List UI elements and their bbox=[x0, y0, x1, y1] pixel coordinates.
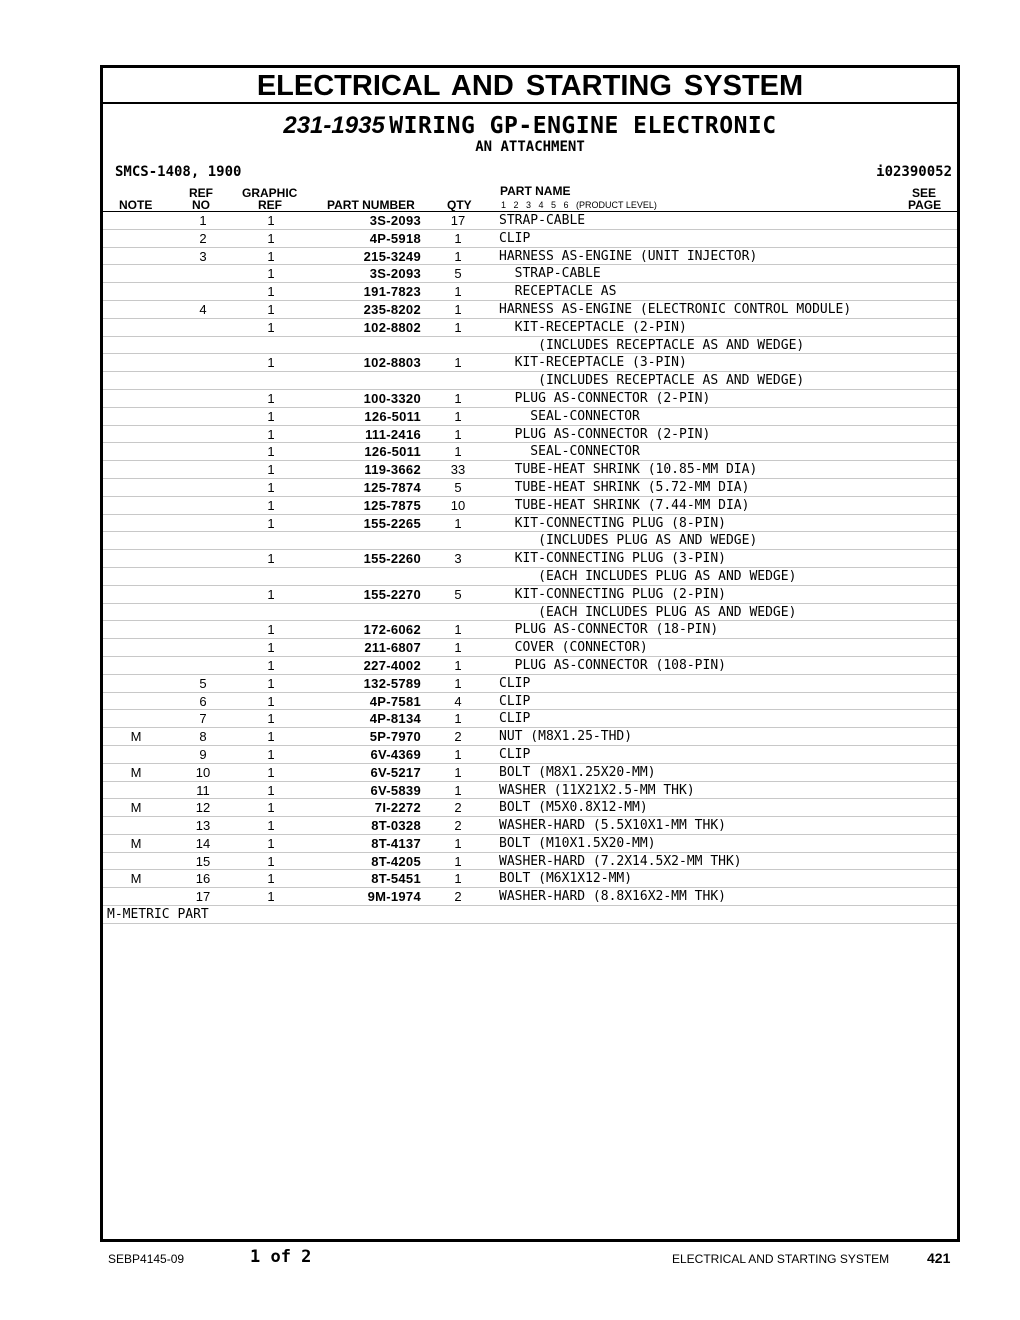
graphic-ref-cell: 1 bbox=[267, 746, 275, 762]
part-number-cell: 172-6062 bbox=[363, 622, 421, 638]
table-row bbox=[103, 728, 957, 746]
graphic-ref-cell: 1 bbox=[267, 693, 275, 709]
ref-no-cell: 11 bbox=[196, 782, 210, 798]
part-name-cell: CLIP bbox=[499, 675, 531, 691]
part-name-cell: PLUG AS-CONNECTOR (2-PIN) bbox=[499, 426, 711, 442]
page-footer bbox=[0, 1246, 1020, 1270]
graphic-ref-cell: 1 bbox=[267, 782, 275, 798]
part-name-cell: BOLT (M10X1.5X20-MM) bbox=[499, 835, 656, 851]
parts-list-frame bbox=[100, 65, 960, 1242]
part-number-cell: 125-7874 bbox=[363, 479, 421, 495]
group-name: WIRING GP-ENGINE ELECTRONIC bbox=[389, 113, 777, 139]
part-name-cell: CLIP bbox=[499, 711, 531, 727]
part-name-cell: KIT-CONNECTING PLUG (2-PIN) bbox=[499, 586, 726, 602]
table-row bbox=[103, 817, 957, 835]
table-row bbox=[103, 265, 957, 283]
qty-cell: 1 bbox=[454, 230, 462, 246]
table-row bbox=[103, 835, 957, 853]
ref-no-cell: 3 bbox=[199, 248, 207, 264]
col-qty: QTY bbox=[447, 198, 472, 212]
qty-cell: 1 bbox=[454, 782, 462, 798]
graphic-ref-cell: 1 bbox=[267, 319, 275, 335]
part-number-cell: 102-8803 bbox=[363, 355, 421, 371]
table-row bbox=[103, 408, 957, 426]
part-number-cell: 132-5789 bbox=[363, 675, 421, 691]
part-number-cell: 6V-4369 bbox=[370, 746, 421, 762]
graphic-ref-cell: 1 bbox=[267, 818, 275, 834]
part-number-cell: 111-2416 bbox=[365, 426, 421, 442]
table-row bbox=[103, 319, 957, 337]
part-name-cell: COVER (CONNECTOR) bbox=[499, 640, 648, 656]
table-row bbox=[103, 782, 957, 800]
ref-no-cell: 9 bbox=[199, 746, 207, 762]
table-row bbox=[103, 532, 957, 550]
qty-cell: 1 bbox=[454, 853, 462, 869]
illustration-id: i02390052 bbox=[876, 164, 952, 180]
part-number-cell: 5P-7970 bbox=[369, 729, 421, 745]
table-row bbox=[103, 621, 957, 639]
part-name-cell: HARNESS AS-ENGINE (UNIT INJECTOR) bbox=[499, 248, 758, 264]
ref-no-cell: 17 bbox=[195, 889, 211, 905]
table-row bbox=[103, 693, 957, 711]
part-number-cell: 3S-2093 bbox=[369, 213, 421, 228]
col-graphic-bottom: REF bbox=[258, 198, 282, 212]
ref-no-cell: 8 bbox=[199, 729, 207, 745]
qty-cell: 1 bbox=[454, 764, 462, 780]
qty-cell: 5 bbox=[454, 266, 462, 282]
part-number-cell: 125-7875 bbox=[363, 497, 421, 513]
graphic-ref-cell: 1 bbox=[267, 408, 275, 424]
part-name-cell: (INCLUDES RECEPTACLE AS AND WEDGE) bbox=[499, 337, 805, 353]
part-number-cell: 4P-5918 bbox=[369, 230, 421, 246]
part-number-cell: 191-7823 bbox=[363, 284, 421, 300]
group-number: 231-1935 bbox=[283, 112, 385, 139]
col-part-number: PART NUMBER bbox=[327, 198, 415, 212]
part-number-cell: 8T-4205 bbox=[371, 853, 421, 869]
column-header bbox=[103, 186, 957, 212]
ref-no-cell: 15 bbox=[195, 853, 211, 869]
part-number-cell: 6V-5217 bbox=[370, 764, 421, 780]
graphic-ref-cell: 1 bbox=[267, 230, 275, 246]
part-number-cell: 100-3320 bbox=[363, 390, 421, 406]
table-row bbox=[103, 657, 957, 675]
ref-no-cell: 10 bbox=[195, 764, 211, 780]
qty-cell: 1 bbox=[454, 640, 462, 656]
table-row bbox=[103, 372, 957, 390]
ref-no-cell: 6 bbox=[199, 693, 207, 709]
table-row bbox=[103, 283, 957, 301]
page-number: 421 bbox=[927, 1250, 951, 1266]
table-row bbox=[103, 746, 957, 764]
part-name-cell: KIT-CONNECTING PLUG (8-PIN) bbox=[499, 515, 726, 531]
page-title: ELECTRICAL AND STARTING SYSTEM bbox=[103, 68, 957, 104]
graphic-ref-cell: 1 bbox=[267, 853, 275, 869]
part-number-cell: 126-5011 bbox=[364, 444, 421, 460]
qty-cell: 1 bbox=[454, 355, 462, 371]
graphic-ref-cell: 1 bbox=[267, 497, 275, 513]
graphic-ref-cell: 1 bbox=[267, 729, 275, 745]
table-row bbox=[103, 853, 957, 871]
table-row bbox=[103, 764, 957, 782]
graphic-ref-cell: 1 bbox=[267, 444, 275, 460]
graphic-ref-cell: 1 bbox=[267, 284, 275, 300]
qty-cell: 1 bbox=[454, 426, 462, 442]
part-name-cell: HARNESS AS-ENGINE (ELECTRONIC CONTROL MODULE) bbox=[499, 301, 852, 317]
part-name-cell: BOLT (M6X1X12-MM) bbox=[499, 871, 633, 887]
part-number-cell: 7I-2272 bbox=[374, 800, 421, 816]
col-see-top: SEE bbox=[912, 186, 937, 200]
graphic-ref-cell: 1 bbox=[267, 248, 275, 264]
qty-cell: 1 bbox=[454, 390, 462, 406]
table-row bbox=[103, 390, 957, 408]
note-cell: M bbox=[130, 871, 142, 887]
part-name-cell: PLUG AS-CONNECTOR (108-PIN) bbox=[499, 657, 726, 673]
parts-table bbox=[103, 212, 957, 906]
part-name-cell: CLIP bbox=[499, 230, 531, 246]
graphic-ref-cell: 1 bbox=[267, 479, 275, 495]
table-row bbox=[103, 354, 957, 372]
qty-cell: 1 bbox=[454, 319, 462, 335]
part-number-cell: 8T-0328 bbox=[371, 818, 421, 834]
graphic-ref-cell: 1 bbox=[267, 764, 275, 780]
qty-cell: 33 bbox=[450, 462, 466, 478]
part-number-cell: 4P-8134 bbox=[369, 711, 421, 727]
part-number-cell: 102-8802 bbox=[363, 319, 421, 335]
part-name-cell: PLUG AS-CONNECTOR (18-PIN) bbox=[499, 622, 719, 638]
col-part-name: PART NAME bbox=[500, 184, 571, 198]
part-number-cell: 6V-5839 bbox=[370, 782, 421, 798]
part-name-cell: KIT-CONNECTING PLUG (3-PIN) bbox=[499, 551, 726, 567]
col-graphic-top: GRAPHIC bbox=[242, 186, 298, 200]
part-name-cell: WASHER (11X21X2.5-MM THK) bbox=[499, 782, 695, 798]
table-row bbox=[103, 799, 957, 817]
table-row bbox=[103, 604, 957, 622]
table-row bbox=[103, 639, 957, 657]
part-name-cell: NUT (M8X1.25-THD) bbox=[499, 729, 633, 745]
table-row bbox=[103, 301, 957, 319]
part-number-cell: 126-5011 bbox=[364, 408, 421, 424]
graphic-ref-cell: 1 bbox=[267, 675, 275, 691]
qty-cell: 1 bbox=[454, 444, 462, 460]
ref-no-cell: 4 bbox=[199, 301, 207, 317]
qty-cell: 3 bbox=[454, 551, 462, 567]
table-row bbox=[103, 515, 957, 533]
part-name-cell: BOLT (M5X0.8X12-MM) bbox=[499, 800, 648, 816]
qty-cell: 5 bbox=[454, 586, 462, 602]
qty-cell: 1 bbox=[454, 515, 462, 531]
col-ref-top: REF bbox=[189, 186, 213, 200]
part-name-cell: PLUG AS-CONNECTOR (2-PIN) bbox=[499, 390, 711, 406]
note-cell: M bbox=[130, 800, 142, 816]
ref-no-cell: 16 bbox=[195, 871, 211, 887]
table-row bbox=[103, 230, 957, 248]
part-number-cell: 3S-2093 bbox=[369, 266, 421, 282]
part-number-cell: 8T-5451 bbox=[371, 871, 421, 887]
part-name-cell: KIT-RECEPTACLE (2-PIN) bbox=[499, 319, 687, 335]
part-name-cell: STRAP-CABLE bbox=[499, 266, 601, 282]
table-row bbox=[103, 443, 957, 461]
graphic-ref-cell: 1 bbox=[267, 800, 275, 816]
graphic-ref-cell: 1 bbox=[267, 640, 275, 656]
table-row bbox=[103, 479, 957, 497]
qty-cell: 1 bbox=[454, 408, 462, 424]
table-row bbox=[103, 426, 957, 444]
part-name-cell: TUBE-HEAT SHRINK (10.85-MM DIA) bbox=[499, 462, 758, 478]
part-name-cell: TUBE-HEAT SHRINK (7.44-MM DIA) bbox=[499, 497, 750, 513]
table-row bbox=[103, 586, 957, 604]
graphic-ref-cell: 1 bbox=[267, 586, 275, 602]
ref-no-cell: 5 bbox=[199, 675, 207, 691]
doc-number: SEBP4145-09 bbox=[108, 1252, 185, 1266]
part-number-cell: 4P-7581 bbox=[369, 693, 421, 709]
graphic-ref-cell: 1 bbox=[267, 871, 275, 887]
graphic-ref-cell: 1 bbox=[267, 355, 275, 371]
table-row bbox=[103, 497, 957, 515]
qty-cell: 1 bbox=[454, 622, 462, 638]
table-row bbox=[103, 550, 957, 568]
col-ref-bottom: NO bbox=[192, 198, 210, 212]
graphic-ref-cell: 1 bbox=[267, 266, 275, 282]
qty-cell: 1 bbox=[454, 657, 462, 673]
part-number-cell: 155-2260 bbox=[363, 551, 421, 567]
qty-cell: 17 bbox=[450, 213, 466, 228]
part-name-cell: SEAL-CONNECTOR bbox=[499, 408, 640, 424]
note-cell: M bbox=[130, 835, 142, 851]
part-name-cell: WASHER-HARD (7.2X14.5X2-MM THK) bbox=[499, 853, 742, 869]
qty-cell: 1 bbox=[454, 746, 462, 762]
ref-no-cell: 12 bbox=[195, 800, 211, 816]
ref-no-cell: 14 bbox=[195, 835, 211, 851]
qty-cell: 1 bbox=[454, 675, 462, 691]
page-of: 1 of 2 bbox=[250, 1247, 312, 1267]
col-note: NOTE bbox=[119, 198, 153, 212]
part-name-cell: CLIP bbox=[499, 746, 531, 762]
table-row bbox=[103, 888, 957, 906]
qty-cell: 1 bbox=[454, 871, 462, 887]
qty-cell: 4 bbox=[454, 693, 462, 709]
graphic-ref-cell: 1 bbox=[267, 462, 275, 478]
table-row bbox=[103, 461, 957, 479]
qty-cell: 1 bbox=[454, 248, 462, 264]
qty-cell: 2 bbox=[454, 889, 462, 905]
ref-no-cell: 13 bbox=[195, 818, 211, 834]
graphic-ref-cell: 1 bbox=[267, 515, 275, 531]
part-name-cell: (INCLUDES PLUG AS AND WEDGE) bbox=[499, 533, 758, 549]
table-row bbox=[103, 568, 957, 586]
qty-cell: 1 bbox=[454, 301, 462, 317]
graphic-ref-cell: 1 bbox=[267, 390, 275, 406]
qty-cell: 2 bbox=[454, 818, 462, 834]
qty-cell: 2 bbox=[454, 800, 462, 816]
ref-no-cell: 7 bbox=[199, 711, 207, 727]
smcs-code: SMCS-1408, 1900 bbox=[115, 164, 242, 180]
table-row bbox=[103, 870, 957, 888]
graphic-ref-cell: 1 bbox=[267, 657, 275, 673]
part-name-cell: KIT-RECEPTACLE (3-PIN) bbox=[499, 355, 687, 371]
part-name-cell: BOLT (M8X1.25X20-MM) bbox=[499, 764, 656, 780]
graphic-ref-cell: 1 bbox=[267, 622, 275, 638]
part-name-cell: STRAP-CABLE bbox=[499, 213, 586, 228]
part-number-cell: 155-2270 bbox=[363, 586, 421, 602]
footnote: M-METRIC PART bbox=[107, 907, 209, 923]
qty-cell: 1 bbox=[454, 284, 462, 300]
qty-cell: 1 bbox=[454, 835, 462, 851]
part-number-cell: 227-4002 bbox=[363, 657, 421, 673]
part-name-cell: TUBE-HEAT SHRINK (5.72-MM DIA) bbox=[499, 479, 750, 495]
graphic-ref-cell: 1 bbox=[267, 711, 275, 727]
smcs-row bbox=[103, 162, 957, 186]
table-row bbox=[103, 710, 957, 728]
qty-cell: 1 bbox=[454, 711, 462, 727]
col-product-levels: 1 2 3 4 5 6 (PRODUCT LEVEL) bbox=[501, 200, 657, 210]
graphic-ref-cell: 1 bbox=[267, 551, 275, 567]
part-name-cell: (INCLUDES RECEPTACLE AS AND WEDGE) bbox=[499, 373, 805, 389]
graphic-ref-cell: 1 bbox=[267, 301, 275, 317]
footnote-row bbox=[103, 906, 957, 924]
table-row bbox=[103, 212, 957, 230]
part-number-cell: 119-3662 bbox=[364, 462, 421, 478]
part-name-cell: WASHER-HARD (5.5X10X1-MM THK) bbox=[499, 818, 726, 834]
part-name-cell: RECEPTACLE AS bbox=[499, 284, 617, 300]
part-name-cell: (EACH INCLUDES PLUG AS AND WEDGE) bbox=[499, 568, 797, 584]
qty-cell: 2 bbox=[454, 729, 462, 745]
table-row bbox=[103, 337, 957, 355]
part-number-cell: 9M-1974 bbox=[367, 889, 421, 905]
part-name-cell: CLIP bbox=[499, 693, 531, 709]
part-name-cell: (EACH INCLUDES PLUG AS AND WEDGE) bbox=[499, 604, 797, 620]
part-name-cell: WASHER-HARD (8.8X16X2-MM THK) bbox=[499, 889, 726, 905]
part-number-cell: 155-2265 bbox=[363, 515, 421, 531]
part-number-cell: 215-3249 bbox=[363, 248, 421, 264]
graphic-ref-cell: 1 bbox=[267, 835, 275, 851]
graphic-ref-cell: 1 bbox=[267, 213, 275, 228]
table-row bbox=[103, 675, 957, 693]
graphic-ref-cell: 1 bbox=[267, 889, 275, 905]
note-cell: M bbox=[130, 764, 142, 780]
qty-cell: 5 bbox=[454, 479, 462, 495]
part-number-cell: 235-8202 bbox=[363, 301, 421, 317]
qty-cell: 10 bbox=[450, 497, 466, 513]
footer-section: ELECTRICAL AND STARTING SYSTEM bbox=[672, 1252, 890, 1266]
note-cell: M bbox=[130, 729, 142, 745]
ref-no-cell: 2 bbox=[199, 230, 207, 246]
graphic-ref-cell: 1 bbox=[267, 426, 275, 442]
part-number-cell: 8T-4137 bbox=[371, 835, 421, 851]
group-heading bbox=[103, 112, 957, 140]
col-see-bottom: PAGE bbox=[908, 198, 942, 212]
ref-no-cell: 1 bbox=[199, 213, 207, 228]
part-name-cell: SEAL-CONNECTOR bbox=[499, 444, 640, 460]
attachment-label: AN ATTACHMENT bbox=[475, 139, 585, 155]
part-number-cell: 211-6807 bbox=[364, 640, 421, 656]
table-row bbox=[103, 248, 957, 266]
